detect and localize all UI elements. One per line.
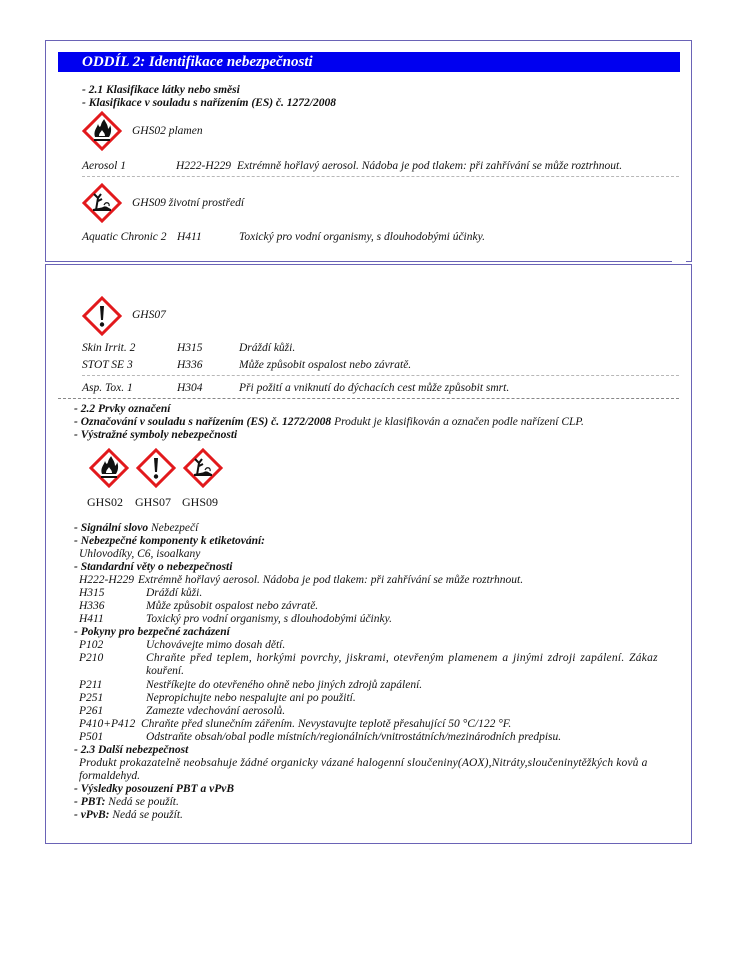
labelling-value: Produkt je klasifikován a označen podle nařízení CLP. xyxy=(331,416,584,428)
components-heading: - Nebezpečné komponenty k etiketování: xyxy=(74,535,265,547)
section-box-part1 xyxy=(45,40,692,262)
precaution-text: Chraňte před teplem, horkými povrchy, jiskrami, otevřeným plamenem a jinými zdroji zapálení. Zákaz xyxy=(146,652,658,664)
class-stot: STOT SE 3 xyxy=(82,359,133,371)
precaution-code: P410+P412 xyxy=(79,718,136,730)
section-divider xyxy=(58,398,679,399)
text-h315: Dráždí kůži. xyxy=(239,342,296,354)
vpvb-value: Nedá se použít. xyxy=(109,809,183,821)
pbt-line xyxy=(74,796,179,809)
precaution-text: Nepropichujte nebo nespalujte ani po použití. xyxy=(146,692,356,704)
symbol-caption-ghs02: GHS02 xyxy=(87,495,124,509)
section-title: ODDÍL 2: Identifikace nebezpečnosti xyxy=(58,52,680,72)
precaution-text: Uchovávejte mimo dosah dětí. xyxy=(146,639,286,651)
hazard-text: Toxický pro vodní organismy, s dlouhodobými účinky. xyxy=(146,613,392,625)
components-value: Uhlovodíky, C6, isoalkany xyxy=(79,548,201,560)
pbt-label: - PBT: xyxy=(74,796,106,808)
code-h315: H315 xyxy=(177,342,203,354)
symbol-caption-ghs09: GHS09 xyxy=(182,495,219,509)
heading-2-1: - 2.1 Klasifikace látky nebo směsi xyxy=(82,84,240,96)
hazard-text: Může způsobit ospalost nebo závratě. xyxy=(146,600,319,612)
environment-icon xyxy=(183,448,223,488)
precaution-heading: - Pokyny pro bezpečné zacházení xyxy=(74,626,230,638)
classification-heading: - Klasifikace v souladu s nařízením (ES) č. 1272/2008 xyxy=(82,97,336,109)
code-h411: H411 xyxy=(177,231,202,243)
hazard-code: H222-H229 xyxy=(79,574,134,586)
hazard-code: H315 xyxy=(79,587,105,599)
ghs07-label: GHS07 xyxy=(132,309,166,321)
precaution-code: P501 xyxy=(79,731,104,743)
precaution-text: Odstraňte obsah/obal podle místních/regionálních/vnitrostátních/mezinárodních predpisu. xyxy=(146,731,562,743)
row-divider xyxy=(82,176,679,177)
labelling-line xyxy=(74,416,584,429)
hazard-code: H336 xyxy=(79,600,105,612)
text-h336: Může způsobit ospalost nebo závratě. xyxy=(239,359,412,371)
row-divider xyxy=(82,375,679,376)
class-aerosol: Aerosol 1 xyxy=(82,160,126,172)
exclamation-icon xyxy=(82,296,122,336)
signal-word-value: Nebezpečí xyxy=(148,522,199,534)
precaution-text-cont: kouření. xyxy=(146,665,185,677)
class-asp-tox: Asp. Tox. 1 xyxy=(82,382,133,394)
precaution-code: P261 xyxy=(79,705,104,717)
heading-2-2: - 2.2 Prvky označení xyxy=(74,403,171,415)
code-h336: H336 xyxy=(177,359,203,371)
hazard-heading: - Standardní věty o nebezpečnosti xyxy=(74,561,233,573)
labelling-label: - Označování v souladu s nařízením (ES) č. 1272/2008 xyxy=(74,416,332,428)
vpvb-line xyxy=(74,809,183,822)
precaution-text: Zamezte vdechování aerosolů. xyxy=(146,705,286,717)
vpvb-label: - vPvB: xyxy=(74,809,110,821)
symbol-caption-ghs07: GHS07 xyxy=(135,495,172,509)
hazard-code: H411 xyxy=(79,613,104,625)
flame-icon xyxy=(82,111,122,151)
class-skin-irrit: Skin Irrit. 2 xyxy=(82,342,136,354)
class-aquatic: Aquatic Chronic 2 xyxy=(82,231,167,243)
other-hazards-text: Produkt prokazatelně neobsahuje žádné organicky vázané halogenní sloučeniny(AOX),Nitráty,sloučeninytěžkých kovů a xyxy=(79,757,648,769)
hazard-text: Dráždí kůži. xyxy=(146,587,203,599)
flame-icon xyxy=(89,448,129,488)
precaution-code: P251 xyxy=(79,692,104,704)
text-h304: Při požití a vniknutí do dýchacích cest může způsobit smrt. xyxy=(239,382,510,394)
symbols-heading: - Výstražné symboly nebezpečnosti xyxy=(74,429,238,441)
environment-icon xyxy=(82,183,122,223)
heading-2-3: - 2.3 Další nebezpečnost xyxy=(74,744,189,756)
signal-word-line xyxy=(74,522,198,535)
precaution-code: P210 xyxy=(79,652,104,664)
pbt-value: Nedá se použít. xyxy=(105,796,179,808)
signal-word-label: - Signální slovo xyxy=(74,522,149,534)
exclamation-icon xyxy=(136,448,176,488)
precaution-code: P102 xyxy=(79,639,104,651)
precaution-text: Chraňte před slunečním zářením. Nevystavujte teplotě přesahující 50 °C/122 °F. xyxy=(141,718,512,730)
other-hazards-text-cont: formaldehyd. xyxy=(79,770,141,782)
ghs09-label: GHS09 životní prostředí xyxy=(132,197,245,209)
precaution-text: Nestříkejte do otevřeného ohně nebo jiných zdrojů zapálení. xyxy=(146,679,423,691)
precaution-code: P211 xyxy=(79,679,103,691)
text-h222: Extrémně hořlavý aerosol. Nádoba je pod tlakem: při zahřívání se může roztrhnout. xyxy=(237,160,623,172)
hazard-text: Extrémně hořlavý aerosol. Nádoba je pod tlakem: při zahřívání se může roztrhnout. xyxy=(138,574,524,586)
text-h411: Toxický pro vodní organismy, s dlouhodobými účinky. xyxy=(239,231,485,243)
code-h304: H304 xyxy=(177,382,203,394)
pbt-heading: - Výsledky posouzení PBT a vPvB xyxy=(74,783,235,795)
section-box-part2 xyxy=(45,264,692,844)
code-h222: H222-H229 xyxy=(176,160,231,172)
ghs02-label: GHS02 plamen xyxy=(132,125,203,137)
